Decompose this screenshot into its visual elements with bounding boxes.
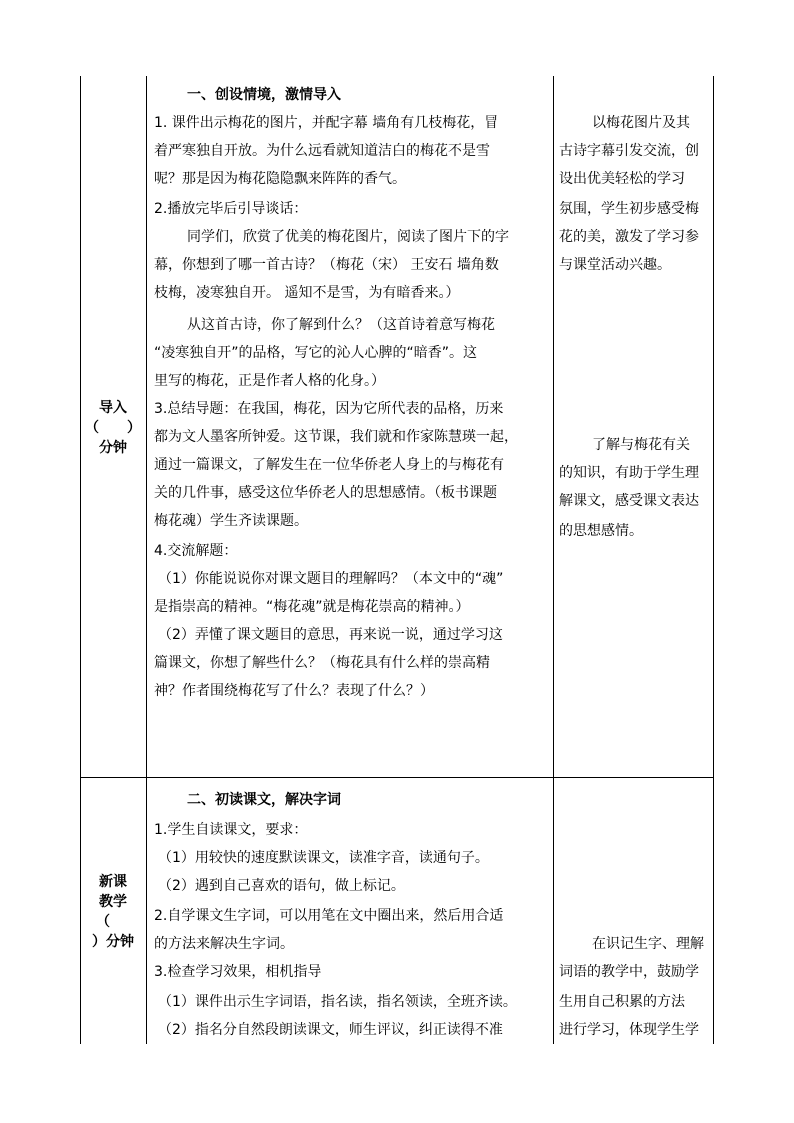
content-line: 呢？那是因为梅花隐隐飘来阵阵的香气。 (154, 171, 406, 187)
content-line: 幕，你想到了哪一首古诗？（梅花（宋） 王安石 墙角数 (154, 257, 499, 273)
note-line: 与课堂活动兴趣。 (559, 257, 671, 273)
content-line: 3.检查学习效果，相机指导 (154, 964, 322, 980)
note-line: 设出优美轻松的学习 (559, 171, 685, 187)
note-line: 词语的教学中，鼓励学 (559, 964, 699, 980)
content-line: （1）你能说说你对课文题目的理解吗？（本文中的“魂” (158, 571, 504, 587)
note-line: 的思想感情。 (559, 523, 643, 539)
column-divider-notes (553, 76, 554, 1044)
note-line: 在识记生字、理解 (592, 936, 704, 952)
content-line: 3.总结导题：在我国，梅花，因为它所代表的品格，历来 (154, 401, 504, 417)
section-label-intro (80, 398, 146, 458)
row-divider (80, 777, 714, 778)
content-line: （1）用较快的速度默读课文，读准字音，读通句子。 (158, 850, 489, 866)
section-label-line: ）分钟 (92, 934, 134, 950)
note-line: 的知识，有助于学生理 (559, 465, 699, 481)
content-line: （2）指名分自然段朗读课文，师生评议，纠正读得不准 (158, 1022, 503, 1038)
section-heading: 一、创设情境，激情导入 (187, 87, 341, 103)
content-line: （2）弄懂了课文题目的意思，再来说一说，通过学习这 (158, 627, 503, 643)
section-label-line: 导入 (99, 400, 127, 416)
content-line: 是指崇高的精神。“梅花魂”就是梅花崇高的精神。） (154, 599, 470, 615)
content-line: 枝梅，凌寒独自开。 遥知不是雪，为有暗香来。） (154, 285, 460, 301)
content-line: 通过一篇课文，了解发生在一位华侨老人身上的与梅花有 (154, 457, 504, 473)
column-divider-label (146, 76, 147, 1044)
content-line: 4.交流解题： (154, 543, 238, 559)
note-line: 解课文，感受课文表达 (559, 493, 699, 509)
content-line: 同学们，欣赏了优美的梅花图片，阅读了图片下的字 (187, 229, 509, 245)
table-border-right (713, 76, 714, 1044)
note-line: 以梅花图片及其 (592, 115, 690, 131)
section-label-line: （ ） (85, 420, 141, 436)
content-line: （1）课件出示生字词语，指名读，指名领读，全班齐读。 (158, 994, 517, 1010)
lesson-plan-table (80, 76, 714, 1044)
note-line: 生用自己积累的方法 (559, 994, 685, 1010)
section-label-line: 教学 (99, 894, 127, 910)
section-label-line: 分钟 (99, 440, 127, 456)
content-line: 关的几件事，感受这位华侨老人的思想感情。（板书课题 (154, 485, 497, 501)
section-heading: 二、初读课文，解决字词 (187, 792, 341, 808)
content-line: （2）遇到自己喜欢的语句，做上标记。 (158, 878, 405, 894)
content-line: 神？作者围绕梅花写了什么？表现了什么？） (154, 683, 434, 699)
note-line: 了解与梅花有关 (592, 437, 690, 453)
content-line: “凌寒独自开”的品格，写它的沁人心脾的“暗香”。这 (154, 345, 478, 361)
content-line: 的方法来解决生字词。 (154, 936, 294, 952)
note-line: 古诗字幕引发交流，创 (559, 143, 699, 159)
content-line: 1.学生自读课文，要求： (154, 822, 308, 838)
section-label-line: （ (96, 914, 110, 930)
note-line: 进行学习，体现学生学 (559, 1022, 699, 1038)
content-line: 都为文人墨客所钟爱。这节课，我们就和作家陈慧瑛一起， (154, 429, 518, 445)
content-line: 里写的梅花，正是作者人格的化身。） (154, 373, 385, 389)
note-line: 花的美，激发了学习参 (559, 229, 699, 245)
section-label-new-lesson (80, 872, 146, 952)
section-label-line: 新课 (99, 874, 127, 890)
content-line: 2.播放完毕后引导谈话： (154, 201, 308, 217)
content-line: 2.自学课文生字词，可以用笔在文中圈出来，然后用合适 (154, 908, 504, 924)
content-line: 梅花魂）学生齐读课题。 (154, 513, 308, 529)
content-line: 着严寒独自开放。为什么远看就知道洁白的梅花不是雪 (154, 143, 490, 159)
content-line: 1. 课件出示梅花的图片，并配字幕 墙角有几枝梅花，冒 (154, 115, 499, 131)
content-line: 从这首古诗，你了解到什么？（这首诗着意写梅花 (187, 317, 495, 333)
content-line: 篇课文，你想了解些什么？（梅花具有什么样的崇高精 (154, 655, 490, 671)
note-line: 氛围，学生初步感受梅 (559, 201, 699, 217)
